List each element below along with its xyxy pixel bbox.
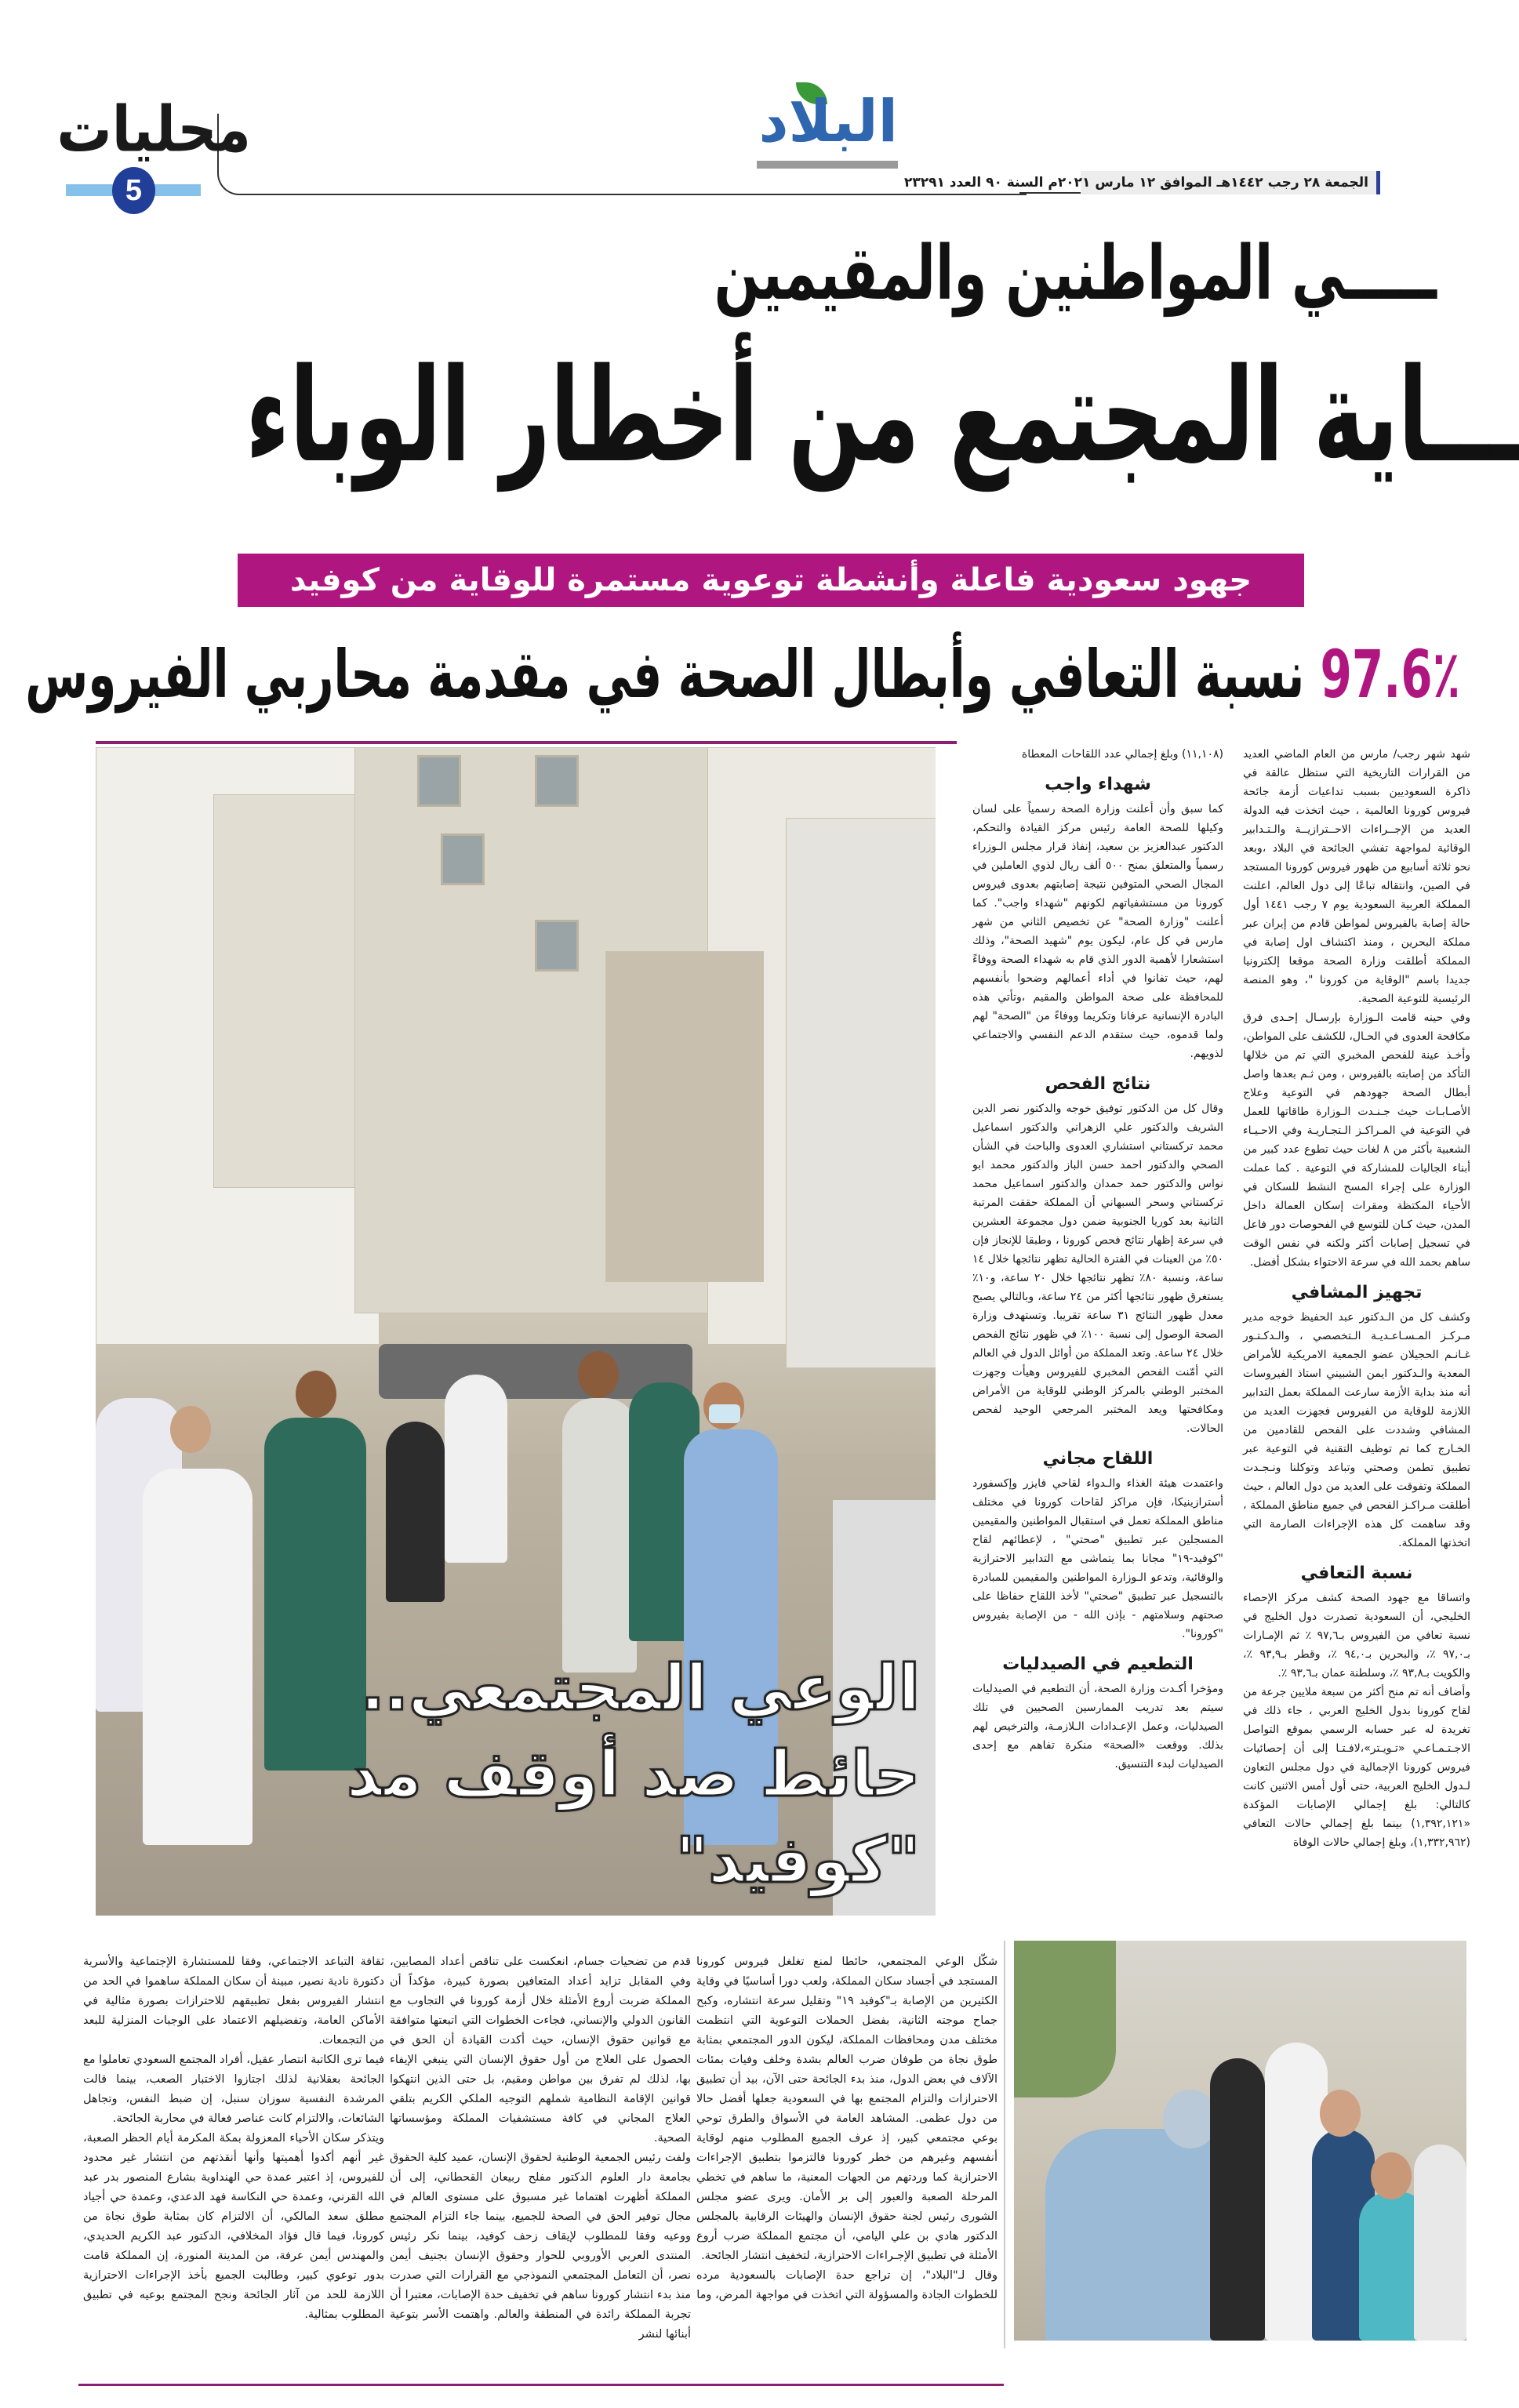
secondary-photo <box>1014 1941 1466 2341</box>
photo-overlay-title-line-1: الوعي المجتمعي.. <box>361 1651 920 1724</box>
page-number: 5 <box>112 167 155 214</box>
section-title: محليات <box>56 92 251 167</box>
photo-overlay-title <box>112 1645 920 1904</box>
article-bottom-column-2: قدم من تضحيات جسام، انعكست على تناقص أعداد المصابين، وفي المقابل تزايد أعداد المتعافين بصورة كبيرة، مؤكداً أن المملكة ضربت أروع الأمثلة خلال أزمة كورونا في التجاوب مع القانون الدولي والإنساني، فجاءت الخطوات التي اتبعتها متوافقة مع قوانين حقوق الإنسان، حيث أكدت القيادة أن الحق في الحصول على العلاج من أول حقوق الإنسان التي ينبغي الإيفاء بها، لذلك لم تفرق بين مواطن ومقيم، بل حتى الذين انتهكوا قوانين الإقامة النظامية شملهم التوجيه الملكي الكريم بتلقي العلاج المجاني في كافة مستشفيات المملكة ومؤسساتها الصحية. ولفت رئيس الجمعية الوطنية لحقوق الإنسان، عميد كلية الحقوق بجامعة دار العلوم الدكتور مفلح ربيعان القحطاني، إلى أن المملكة أظهرت اهتماما غير مسبوق على مستوى العالم في مجال توفير الحق في الصحة للجميع، بينما جاء التزام المجتمع ووعيه وفقا للمطلوب لإيقاف زحف كوفيد، بينما نكر رئيس المنتدى العربي الأوروبي للحوار وحقوق الإنسان بجنيف أيمن نصر، أن التعامل المجتمعي النموذجي مع القرارات التي صدرت منذ بدء انتشار كورونا ساهم في تخفيف حدة الإصابات، معتبرا أن تجربة المملكة رائدة في المنطقة والعالم. واهتمت الأسر بتوعية أبنائها لنشر <box>390 1956 691 2341</box>
subheading-martyrs: شهداء واجب <box>1045 775 1151 794</box>
headline-line-2: ـــاية المجتمع من أخطار الوباء <box>245 340 1519 491</box>
divider <box>96 741 957 744</box>
main-headline <box>25 623 1460 726</box>
subheading-equip-hospitals: تجهيز المشافي <box>1291 1283 1423 1302</box>
subheading-test-results: نتائج الفحص <box>1045 1074 1151 1094</box>
divider <box>1019 192 1081 194</box>
article-bottom-column-3: ثقافة التباعد الاجتماعي، وفقا للمستشارة الإجتماعية والأسرية دكتورة نادية نصير، مبينة أن سكان المملكة ساهموا في الحد من انتشار الفيروس بفعل تطبيقهم للاحترازات بصورة مثالية في الأماكن العامة، وتفضيلهم الاعتماد على الوجبات المنزلية للبعد من التجمعات. فيما ترى الكاتبة انتصار عقيل، أفراد المجتمع السعودي تعاملوا مع الجائحة بعقلانية لذلك اجتازوا الاختبار الصعب، بينما قالت المرشدة النفسية سوزان سنبل، إن ضبط النفس، وتجاهل الشائعات، والالتزام كانت عناصر فعالة في محاربة الجائحة. ويتذكر سكان الأحياء المعزولة بمكة المكرمة أيام الحظر الصعبة، غير أنهم أكدوا أهميتها وأنها أنقذتهم من انتشار غير محدود للفيروس، إذ اعتبر عمدة حي الهنداوية بشارع المنصور بدر عبد الله القرني، وعمدة حي النكاسة فهد الدعدي، وعمدة حي أجياد مطلق سعد المالكي، أن الالتزام كان بمثابة طوق نجاة من كورونا، فيما قال فؤاد المخلافي، الدكتور عبد الكريم الحديدي، والمهندس أيمن عرفة، من المدينة المنورة، إن المملكة قامت بدور توعوي كبير، وطالبت الجميع بأخذ الإجراءات الاحترازية اللازمة للحد من آثار الجائحة ونجح المجتمع بوعيه في تطبيق المطلوب بمثالية. <box>83 1956 384 2321</box>
recovery-percentage: 97.6٪ <box>1320 635 1460 714</box>
article-column-right <box>1243 745 1470 1852</box>
article-paragraph: وكشف كل من الـدكتور عبد الحفيظ خوجه مدير مـركـز المـسـاعـديـة الـتخصصي ، والـدكـتـور غـانـم الحجيلان عضو الجمعية الامريكية للأمراض المعدية والـدكتور ايمن الشبيني استاذ الفيروسات أنه منذ بداية الأزمة سارعت المملكة بعمل التدابير اللازمة للوقاية من الفيروس فجهزت العديد من المشافي وشددت على الفحص للقادمين من الخـارج كما تم توظيف التقنية في التوعية عبر تطبيق تطمن وصحتي وتباعد وتوكلنا ونـجـدت المملكة وتفوقت على العديد من دول العالم ، حيث أطلقت مـراكـز الفحص في جميع مناطق المملكة ، وقد ساهمت كل هذه الإجراءات الصارمة التي اتخذتها المملكة. <box>1243 1311 1470 1549</box>
article-column-middle <box>972 745 1223 1774</box>
logo-text: البلاد <box>758 88 898 155</box>
article-paragraph: (١١,١٠٨) وبلغ إجمالي عدد اللقاحات المعطاة <box>1021 748 1223 761</box>
headline-line-1: ـــــي المواطنين والمقيمين <box>714 231 1437 318</box>
article-paragraph: واتساقا مع جهود الصحة كشف مركز الإحصاء الخليجي، أن السعودية تصدرت دول الخليج في نسبة تعافي من الفيروس بـ٩٧,٦ ٪ ثم الإمـارات بـ٩٧,٠ ٪، والبحرين بـ٩٤,٠ ٪، وقطر بـ٩٣,٩ ٪، والكويت بـ٩٣,٨ ٪، وسلطنة عمان بـ٩٣,٦ ٪. <box>1243 1592 1471 1680</box>
column-divider <box>1004 1941 1005 2348</box>
article-bottom-column-1: شكّل الوعي المجتمعي، حائطا لمنع تغلغل فيروس كورونا المستجد في أجساد سكان المملكة، ولعب دورا أساسيًا في وقاية الكثيرين من الإصابة بـ"كوفيد ١٩" وتقليل سرعة انتشاره، وكبح جماح موجته الثانية، بفضل الحملات التوعوية التي انتظمت مختلف مدن ومحافظات المملكة، ليكون الدور المجتمعي بمثابة طوق نجاة من طوفان ضرب العالم بشدة وخلف وفيات بمئات الآلاف في بعض الدول، منذ بدء الجائحة حتى الآن، بيد أن تطبيق الاحترازات والتزام المجتمع بها في السعودية جعلها أفضل حالا من دول عظمى. المشاهد العامة في الأسواق والطرق توحي بوعي مجتمعي كبير، إذ عرف الجميع المطلوب منهم لوقاية أنفسهم وغيرهم من خطر كورونا فالتزموا بتطبيق الإجراءات الاحترازية كما وردتهم من الجهات المعنية، ما ساهم في تخطي المرحلة الصعبة والعبور إلى بر الأمان. ويرى عضو مجلس الشورى رئيس لجنة حقوق الإنسان والهيئات الرقابية بالمجلس الدكتور هادي بن علي اليامي، أن مجتمع المملكة ضرب أروع الأمثلة في تطبيق الإجـراءات الاحترازية، لتخفيف انتشار الجائحة. وقال لـ"البلاد"، إن تراجع حدة الإصابات بالسعودية مرده للخطوات الجادة والمسؤولة التي اتخذت في مواجهة المرض، وما <box>696 1956 998 2301</box>
date-line: الجمعة ٢٨ رجب ١٤٤٢هـ الموافق ١٢ مارس ٢٠٢١م السنة ٩٠ العدد ٢٣٢٩١ <box>1081 171 1380 194</box>
main-photo <box>96 747 936 1916</box>
article-paragraph: وقال كل من الدكتور توفيق خوجه والدكتور نصر الدين الشريف والدكتور علي الزهراني والدكتور اسماعيل محمد تركستاني استشاري العدوى والباحث في الشأن الصحي والدكتور احمد حسن الباز والدكتور محمد ابو نواس والدكتور حمد حمدان والدكتور اسماعيل محمد تركستاني وسحر السبهاني أن المملكة حققت المرتبة الثانية بعد كوريا الجنوبية ضمن دول مجموعة العشرين في سرعة إظهار نتائج فحص كورونا ، وطبقا للإنجاز فإن ٥٠٪ من العينات في الفترة الحالية تظهر نتائجها خلال ١٤ ساعة، ونسبة ٨٠٪ تظهر نتائجها خلال ٢٠ ساعة، و١٠٪ يستغرق ظهور نتائجها أكثر من ٢٤ ساعة، وبالتالي يصبح معدل ظهور النتائج ٣١ ساعة تقريبا. وتستهدف وزارة الصحة الوصول إلى نسبة ١٠٠٪ في ظهور نتائج الفحص خلال ٢٤ ساعة. وتعد المملكة من أوائل الدول في العالم التي أمّنت الفحص المخبري للفيروس وهيأت وجهزت المختبر الوطني بالمركز الوطني للوقاية من الأمراض ومكافحتها ويعد المختبر المرجعي الوحيد لفحص الحالات. <box>972 1102 1223 1435</box>
article-paragraph: كما سبق وأن أعلنت وزارة الصحة رسمياً على لسان وكيلها للصحة العامة رئيس مركز القيادة والتحكم، الدكتور عبدالعزيز بن سعيد، إنفاذ قرار مجلس الـوزراء رسمياً والمتعلق بمنح ٥٠٠ ألف ريال لذوي العاملين في المجال الصحي المتوفين نتيجة إصابتهم بعدوى فيروس كورونا من مستشفياتهم لكونهم "شهداء واجب". كما أعلنت "وزارة الصحة" عن تخصيص الثاني من شهر مارس في كل عام، ليكون يوم "شهيد الصحة"، وذلك استشعارا لأهمية الدور الذي قام به شهداء الصحة ووفاءً لهم، حيث تفانوا في أداء أعمالهم وضحوا بأنفسهم للمحافظة على صحة المواطن والمقيم ،وتأتي هذه البادرة الإنسانية عرفانا وتكريما ووفاءً من "الصحة" لهم ولما قدموه، حيث ستقدم الدعم النفسي والاجتماعي لذويهم. <box>972 803 1223 1060</box>
subheading-free-vaccine: اللقاح مجاني <box>1042 1449 1154 1469</box>
article-paragraph: واعتمدت هيئة الغذاء والـدواء لقاحي فايزر وإكسفورد أسترازينيكا، فإن مراكز لقاحات كورونا في مختلف مناطق المملكة تعمل في استقبال المواطنين والمقيمين المسجلين عبر تطبيق "صحتي" ، لإعطائهم لقاح "كوفيد-١٩" مجانا بما يتماشى مع التدابير الاحترازية والوقائية، وتدعو الـوزارة المواطنين والمقيمين للمبادرة بالتسجيل عبر تطبيق "صحتي" لأخذ اللقاح حفاظا على صحتهم وسلامتهم - بإذن الله - من الإصابة بفيروس "كورونا". <box>972 1477 1223 1640</box>
photo-overlay-title-line-2: حائط صد أوقف مد "كوفيد" <box>346 1738 920 1897</box>
subheading-recovery-rate: نسبة التعافي <box>1300 1564 1413 1583</box>
article-paragraph: شهد شهر رجب/ مارس من العام الماضي العديد من القرارات التاريخية التي ستظل عالقة في ذاكرة السعوديين بسبب تداعيات أزمة جائحة فيروس كورونا العالمية ، حيث اتخذت فيه الدولة العديد من الإجــراءات الاحــترازيــة والـتـدابير الوقائية لمواجهة تفشي الجائحة في البلاد ،وبعد نحو ثلاثة أسابيع من ظهور فيروس كورونا المستجد في الصين، وانتقاله تباعًا إلى دول العالم، اعلنت المملكة العربية السعودية يوم ٧ رجب ١٤٤١ أول حالة إصابة بالفيروس لمواطن قادم من إيران عبر مملكة البحرين ، ومنذ اكتشاف اول إصابة في المملكة أطلقت وزارة الصحة موقعا إلكترونيا جديدا باسم "الوقاية من كورونا "، وهو المنصة الرئيسية للتوعية الصحية. <box>1243 748 1471 1005</box>
article-paragraph: وأضاف أنه تم منح أكثر من سبعة ملايين جرعة من لقاح كورونا بدول الخليج العربي ، جاء ذلك في تغريدة له عبر حسابه الرسمي بموقع التواصل الاجـتـمـاعـي «تـويـتر»،لافـتـا إلى أن إحصائيات فيروس كورونا الإجمالية في دول مجلس التعاون لـدول الخليج العربية، حتى أول أمس الاثنين كانت كالتالي: بلغ إجمالي الإصابات المؤكدة «١,٣٩٢,١٢١) بينما بلغ إجمالي حالات التعافي (١,٣٣٢,٩٦٢)، وبلغ إجمالي حالات الوفاة <box>1243 1686 1470 1849</box>
article-paragraph: ومؤخرا أكـدت وزارة الصحة، أن التطعيم في الصيدليات سيتم بعد تدريب الممارسين الصحيين في تلك الصيدليات، وعمل الإعـدادات الـلازمـة، والترخيص لهم بذلك. ووقعت «الصحة» منكرة تفاهم مع إحدى الصيدليات لبدء التنسيق. <box>972 1683 1223 1771</box>
article-paragraph: وفي حينه قامت الـوزارة بإرسـال إحـدى فرق مكافحة العدوى في الحـال، للكشف على المواطن، وأخـذ عينة للفحص المخبري التي تم من خلالها التأكد من إصابته بالفيروس ، ومن ثـم بعدها واصل أبطال الصحة جهودهم في التوعية وعلاج الأصـابـات حيث جـنـدت الـوزارة طاقاتها للعمل في التوعية في المـراكـز الـتجـاريـة وفي الاحـيـاء الشعبية بأكثر من ٨ لغات حيث تطوع عدد كبير من أبناء الجاليات للمشاركة في التوعية . كما عملت الوزارة على إجراء المسح النشط للسكان في الأحياء المكتظة ومقرات إسكان العمالة داخل المدن، حيث كـان للتوسع في الفحوصات دور فاعل في تسجيل إصابات أكثر ولكنه في نفس الوقت ساهم بحمد الله في سرعة الاحتواء بشكل أفضل. <box>1243 1012 1470 1269</box>
header-frame <box>217 114 1027 195</box>
main-headline-text: نسبة التعافي وأبطال الصحة في مقدمة محاربي الفيروس <box>25 635 1321 714</box>
subheading-pharmacy-vaccination: التطعيم في الصيدليات <box>1002 1654 1194 1674</box>
subheadline-band: جهود سعودية فاعلة وأنشطة توعوية مستمرة للوقاية من كوفيد <box>238 554 1304 607</box>
divider <box>78 2384 1004 2386</box>
